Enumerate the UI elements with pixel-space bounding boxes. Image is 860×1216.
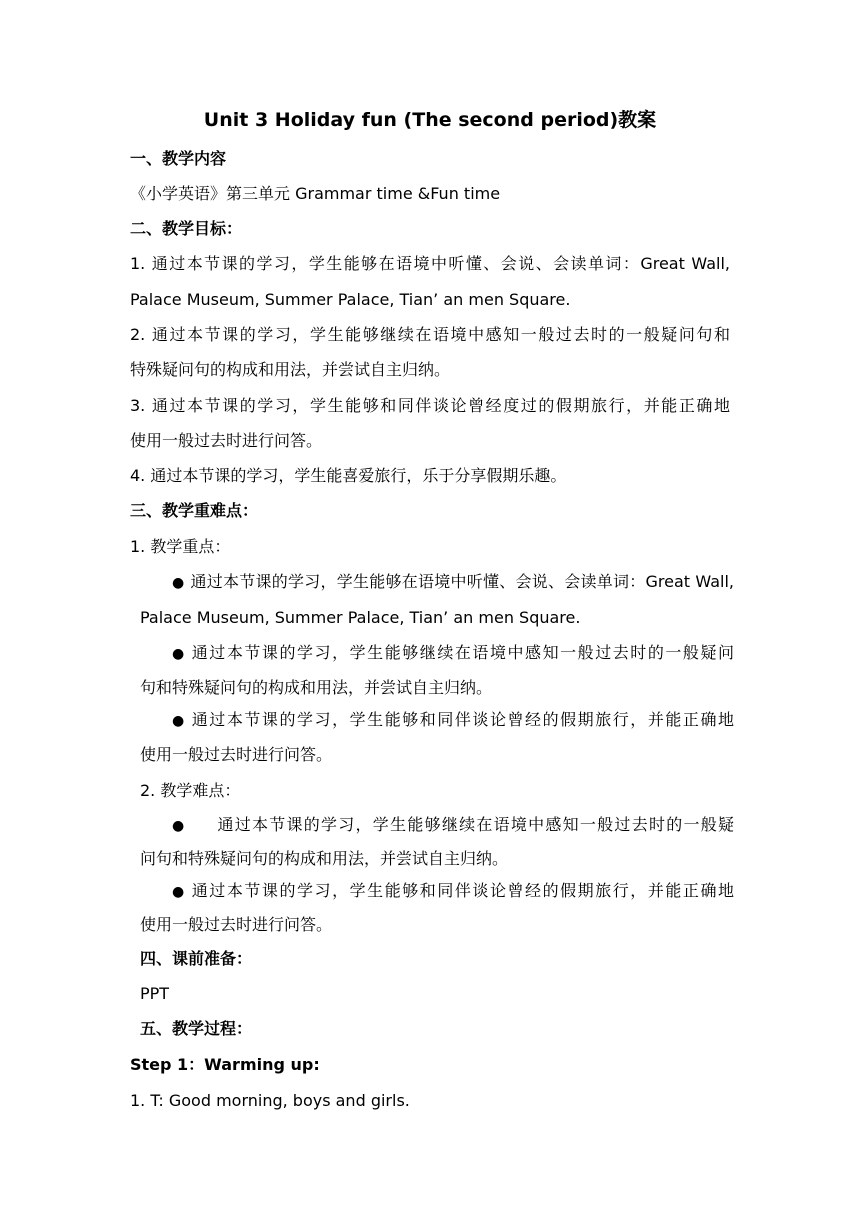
key-point-1-line2: Palace Museum, Summer Palace, Tian’ an men Square. bbox=[140, 608, 581, 627]
key-point-3-line1: ● 通过本节课的学习，学生能够和同伴谈论曾经的假期旅行，并能正确地 bbox=[140, 709, 734, 732]
objective-3-line2: 使用一般过去时进行问答。 bbox=[130, 431, 323, 450]
difficult-point-1-line2: 问句和特殊疑问句的构成和用法，并尝试自主归纳。 bbox=[140, 849, 509, 868]
objective-3-line1: 3. 通过本节课的学习，学生能够和同伴谈论曾经度过的假期旅行，并能正确地 bbox=[130, 396, 730, 415]
step1-heading: Step 1：Warming up: bbox=[130, 1055, 320, 1074]
bullet-icon: ● bbox=[172, 818, 185, 834]
section4-heading: 四、课前准备： bbox=[140, 949, 253, 968]
objective-4-line1: 4. 通过本节课的学习，学生能喜爱旅行，乐于分享假期乐趣。 bbox=[130, 466, 567, 485]
difficult-point-1-line1: ● 通过本节课的学习，学生能够继续在语境中感知一般过去时的一般疑 bbox=[140, 814, 734, 837]
key-point-3-line2: 使用一般过去时进行问答。 bbox=[140, 745, 333, 764]
document-title: Unit 3 Holiday fun (The second period)教案 bbox=[203, 109, 657, 131]
section3-heading: 三、教学重难点： bbox=[130, 501, 259, 520]
difficult-point-2-line1: ● 通过本节课的学习，学生能够和同伴谈论曾经的假期旅行，并能正确地 bbox=[140, 880, 734, 903]
bullet-icon: ● bbox=[172, 646, 185, 662]
objective-2-line1: 2. 通过本节课的学习，学生能够继续在语境中感知一般过去时的一般疑问句和 bbox=[130, 325, 730, 344]
section5-heading: 五、教学过程： bbox=[140, 1019, 253, 1038]
bullet-icon: ● bbox=[172, 884, 185, 900]
bullet-icon: ● bbox=[172, 575, 185, 591]
key-point-1-line1: ● 通过本节课的学习，学生能够在语境中听懂、会说、会读单词：Great Wall, bbox=[140, 571, 734, 594]
difficult-point-2-line2: 使用一般过去时进行问答。 bbox=[140, 915, 333, 934]
key-point-2-line1: ● 通过本节课的学习，学生能够继续在语境中感知一般过去时的一般疑问 bbox=[140, 642, 734, 665]
key-point-2-line2: 句和特殊疑问句的构成和用法，并尝试自主归纳。 bbox=[140, 678, 493, 697]
objective-1-line1: 1. 通过本节课的学习，学生能够在语境中听懂、会说、会读单词：Great Wall, bbox=[130, 254, 730, 273]
bullet-icon: ● bbox=[172, 713, 185, 729]
objective-2-line2: 特殊疑问句的构成和用法，并尝试自主归纳。 bbox=[130, 360, 451, 379]
key-points-label: 1. 教学重点： bbox=[130, 537, 231, 556]
section4-content: PPT bbox=[140, 984, 170, 1003]
step1-item1: 1. T: Good morning, boys and girls. bbox=[130, 1091, 410, 1110]
section1-content: 《小学英语》第三单元 Grammar time &Fun time bbox=[130, 184, 501, 203]
objective-1-line2: Palace Museum, Summer Palace, Tian’ an men Square. bbox=[130, 290, 571, 309]
section1-heading: 一、教学内容 bbox=[130, 149, 227, 168]
difficult-points-label: 2. 教学难点： bbox=[140, 781, 241, 800]
section2-heading: 二、教学目标： bbox=[130, 219, 243, 238]
